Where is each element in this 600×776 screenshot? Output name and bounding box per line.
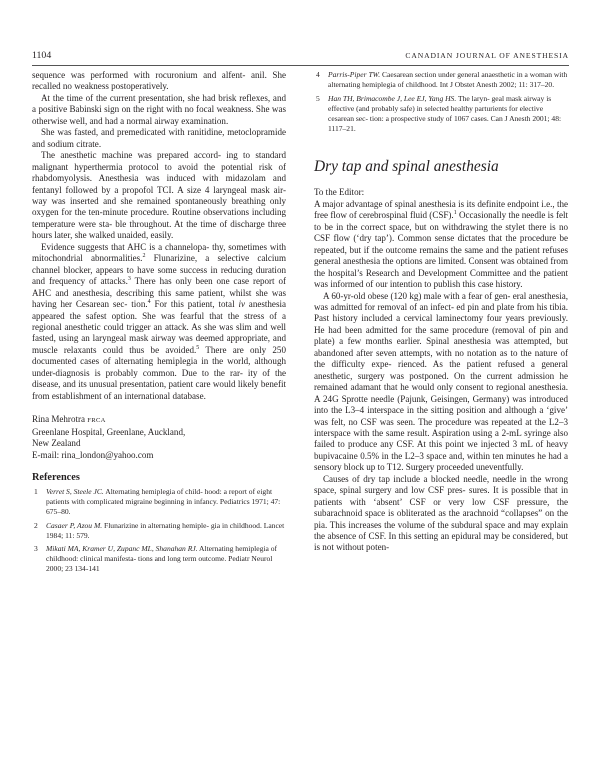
author-country: New Zealand <box>32 438 81 449</box>
reference-item: 5 Han TH, Brimacombe J, Lee EJ, Yang HS. The laryn- geal mask airway is effective (and probably safe) in selected healthy parturients for elective cesarean sec- tion: a prospective study of 1067 cases. Can J Anesth 2001; 48: 1117–21. <box>316 93 562 133</box>
journal-title: CANADIAN JOURNAL OF ANESTHESIA <box>405 51 569 60</box>
author-credential: FRCA <box>87 417 106 425</box>
citation-ref-5: 5 <box>196 344 200 351</box>
citation-ref-1: 1 <box>453 210 457 217</box>
citation-ref-2: 2 <box>142 253 146 260</box>
author-name: Rina Mehrotra <box>32 414 86 425</box>
right-column <box>314 70 568 554</box>
salutation: To the Editor: <box>314 187 365 198</box>
author-email: E-mail: rina_london@yahoo.com <box>32 449 154 460</box>
reference-list-continued <box>314 70 568 133</box>
reference-item: 2 Casaer P, Azou M. Flunarizine in alternating hemiple- gia in childhood. Lancet 1984; 11: 579. <box>34 520 285 540</box>
references-heading: References <box>32 471 80 483</box>
reference-list <box>32 487 286 574</box>
running-header <box>32 50 569 64</box>
paragraph-presentation: At the time of the current presentation, she had brisk reflexes, and a positive Babinski sign on the right with no focal weakness. She was otherwise well, and had a normal airway examination. <box>32 92 286 126</box>
citation-ref-3: 3 <box>127 276 131 283</box>
citation-ref-4: 4 <box>147 299 151 306</box>
paragraph-evidence: Evidence suggests that AHC is a channelopa- thy, sometimes with mitochondrial abnormalities.$^2$ Flunarizine, a selective calcium channel blocker, appears to have some success in reducing duration and frequency of attacks.$^3$ There has only been one case report of AHC and anesthesia, describing this same patient, whilst she was having her Cesarean sec- tion.$^4$ For this patient, total iv anesthesia appeared the safest option. She was fearful that the stress of a regional anesthetic could trigger an attack. As she was slim and well fasted, using an laryngeal mask airway was deemed appropriate, and muscle relaxants could thus be avoided.$^5$ There are only 250 documented cases of alternating hemiplegia in the world, although under-diagnosis is probably common. Due to the rar- ity of the disease, and its unusual presentation, patient care would likely benefit from establishment of an international database. <box>32 241 286 401</box>
paragraph-anesthetic-machine: The anesthetic machine was prepared accord- ing to standard malignant hyperthermia protocol to avoid the potential risk of rhabdomyolysis. Anesthesia was induced with midazolam and fentanyl followed by a propofol TCI. A size 4 laryngeal mask air- way was inserted and she remained spontaneously breathing only oxygen for the ten-minute procedure. Routine observations including temperature were sta- ble throughout. At the time of discharge three hours later, she walked unaided, easily. <box>32 150 286 241</box>
reference-item: 3 Mikati MA, Kramer U, Zupanc ML, Shanahan RJ. Alternating hemiplegia of childhood: clinical manifesta- tions and long term outcome. Pediatr Neurol 2000; 23 134-141 <box>34 544 277 574</box>
paragraph-causes: Causes of dry tap include a blocked needle, needle in the wrong space, spinal surgery and low CSF pres- sures. It is possible that in patients with ‘absent’ CSF or very low CSF pressure, the subarachnoid space is obliterated as the arachnoid “collapses” on the pia. This increases the volume of the subdural space and may explain the absence of CSF. In this setting an epidural may be considered, but is not without poten- <box>314 473 568 553</box>
paragraph-continuation: sequence was performed with rocuronium and alfent- anil. She recalled no weakness postoperatively. <box>32 70 286 92</box>
author-signature <box>32 414 286 461</box>
paragraph-intro: A major advantage of spinal anesthesia is its definite endpoint i.e., the free flow of cerebrospinal fluid (CSF).$^1$ Occasionally the needle is felt to be in the correct space, but on withdrawing the stylet there is no CSF flow (‘dry tap’). Common sense dictates that the procedure be repeated, but if the outcome remains the same and the patient refuses general anesthesia the options are limited. Consent was obtained from the hospital’s Research and Development Committee and the patient was informed of our intention to publish this case history. <box>314 198 568 290</box>
left-column <box>32 70 286 578</box>
paragraph-case: A 60-yr-old obese (120 kg) male with a fear of gen- eral anesthesia, was admitted for removal of an infect- ed pin and plate from his tibia. Past history included a cervical laminectomy four years previously. He had been admitted for the same procedure (removal of pin and plate) a few months earlier. Spinal anesthesia was attempted, but abandoned after seven attempts, with no notation as to the nature of the difficulty expe- rienced. As the patient refused a general anesthetic, surgery was postponed. On the current admission he remained adamant that he would only consent to regional anesthesia. A 24G Sprotte needle (Pajunk, Geisingen, Germany) was introduced into the L3–4 interspace in the sitting position and although a ‘give’ was felt, no CSF was seen. The procedure was repeated at the L2–3 interspace with the same result. Aspiration using a 2-mL syringe also failed to produce any CSF. At this point we injected 3 mL of heavy bupivacaine 0.5% in the L2–3 space and, within ten minutes he had a sensory block up to T12. Surgery proceeded uneventfully. <box>314 290 568 473</box>
reference-item: 4 Parris-Piper TW. Caesarean section under general anaesthetic in a woman with alternating hemiplegia of childhood. Int J Obstet Anesth 2002; 11: 317–20. <box>316 70 568 89</box>
reference-item: 1 Verret S, Steele JC. Alternating hemiplegia of child- hood: a report of eight patients with complicated migraine beginning in infancy. Pediatrics 1971; 47: 675–80. <box>34 486 281 516</box>
article-title: Dry tap and spinal anesthesia <box>314 158 499 176</box>
author-affiliation: Greenlane Hospital, Greenlane, Auckland, <box>32 426 186 437</box>
header-rule <box>32 65 569 66</box>
paragraph-premedication: She was fasted, and premedicated with ranitidine, metoclopramide and sodium citrate. <box>32 127 286 149</box>
page-number: 1104 <box>32 50 52 61</box>
